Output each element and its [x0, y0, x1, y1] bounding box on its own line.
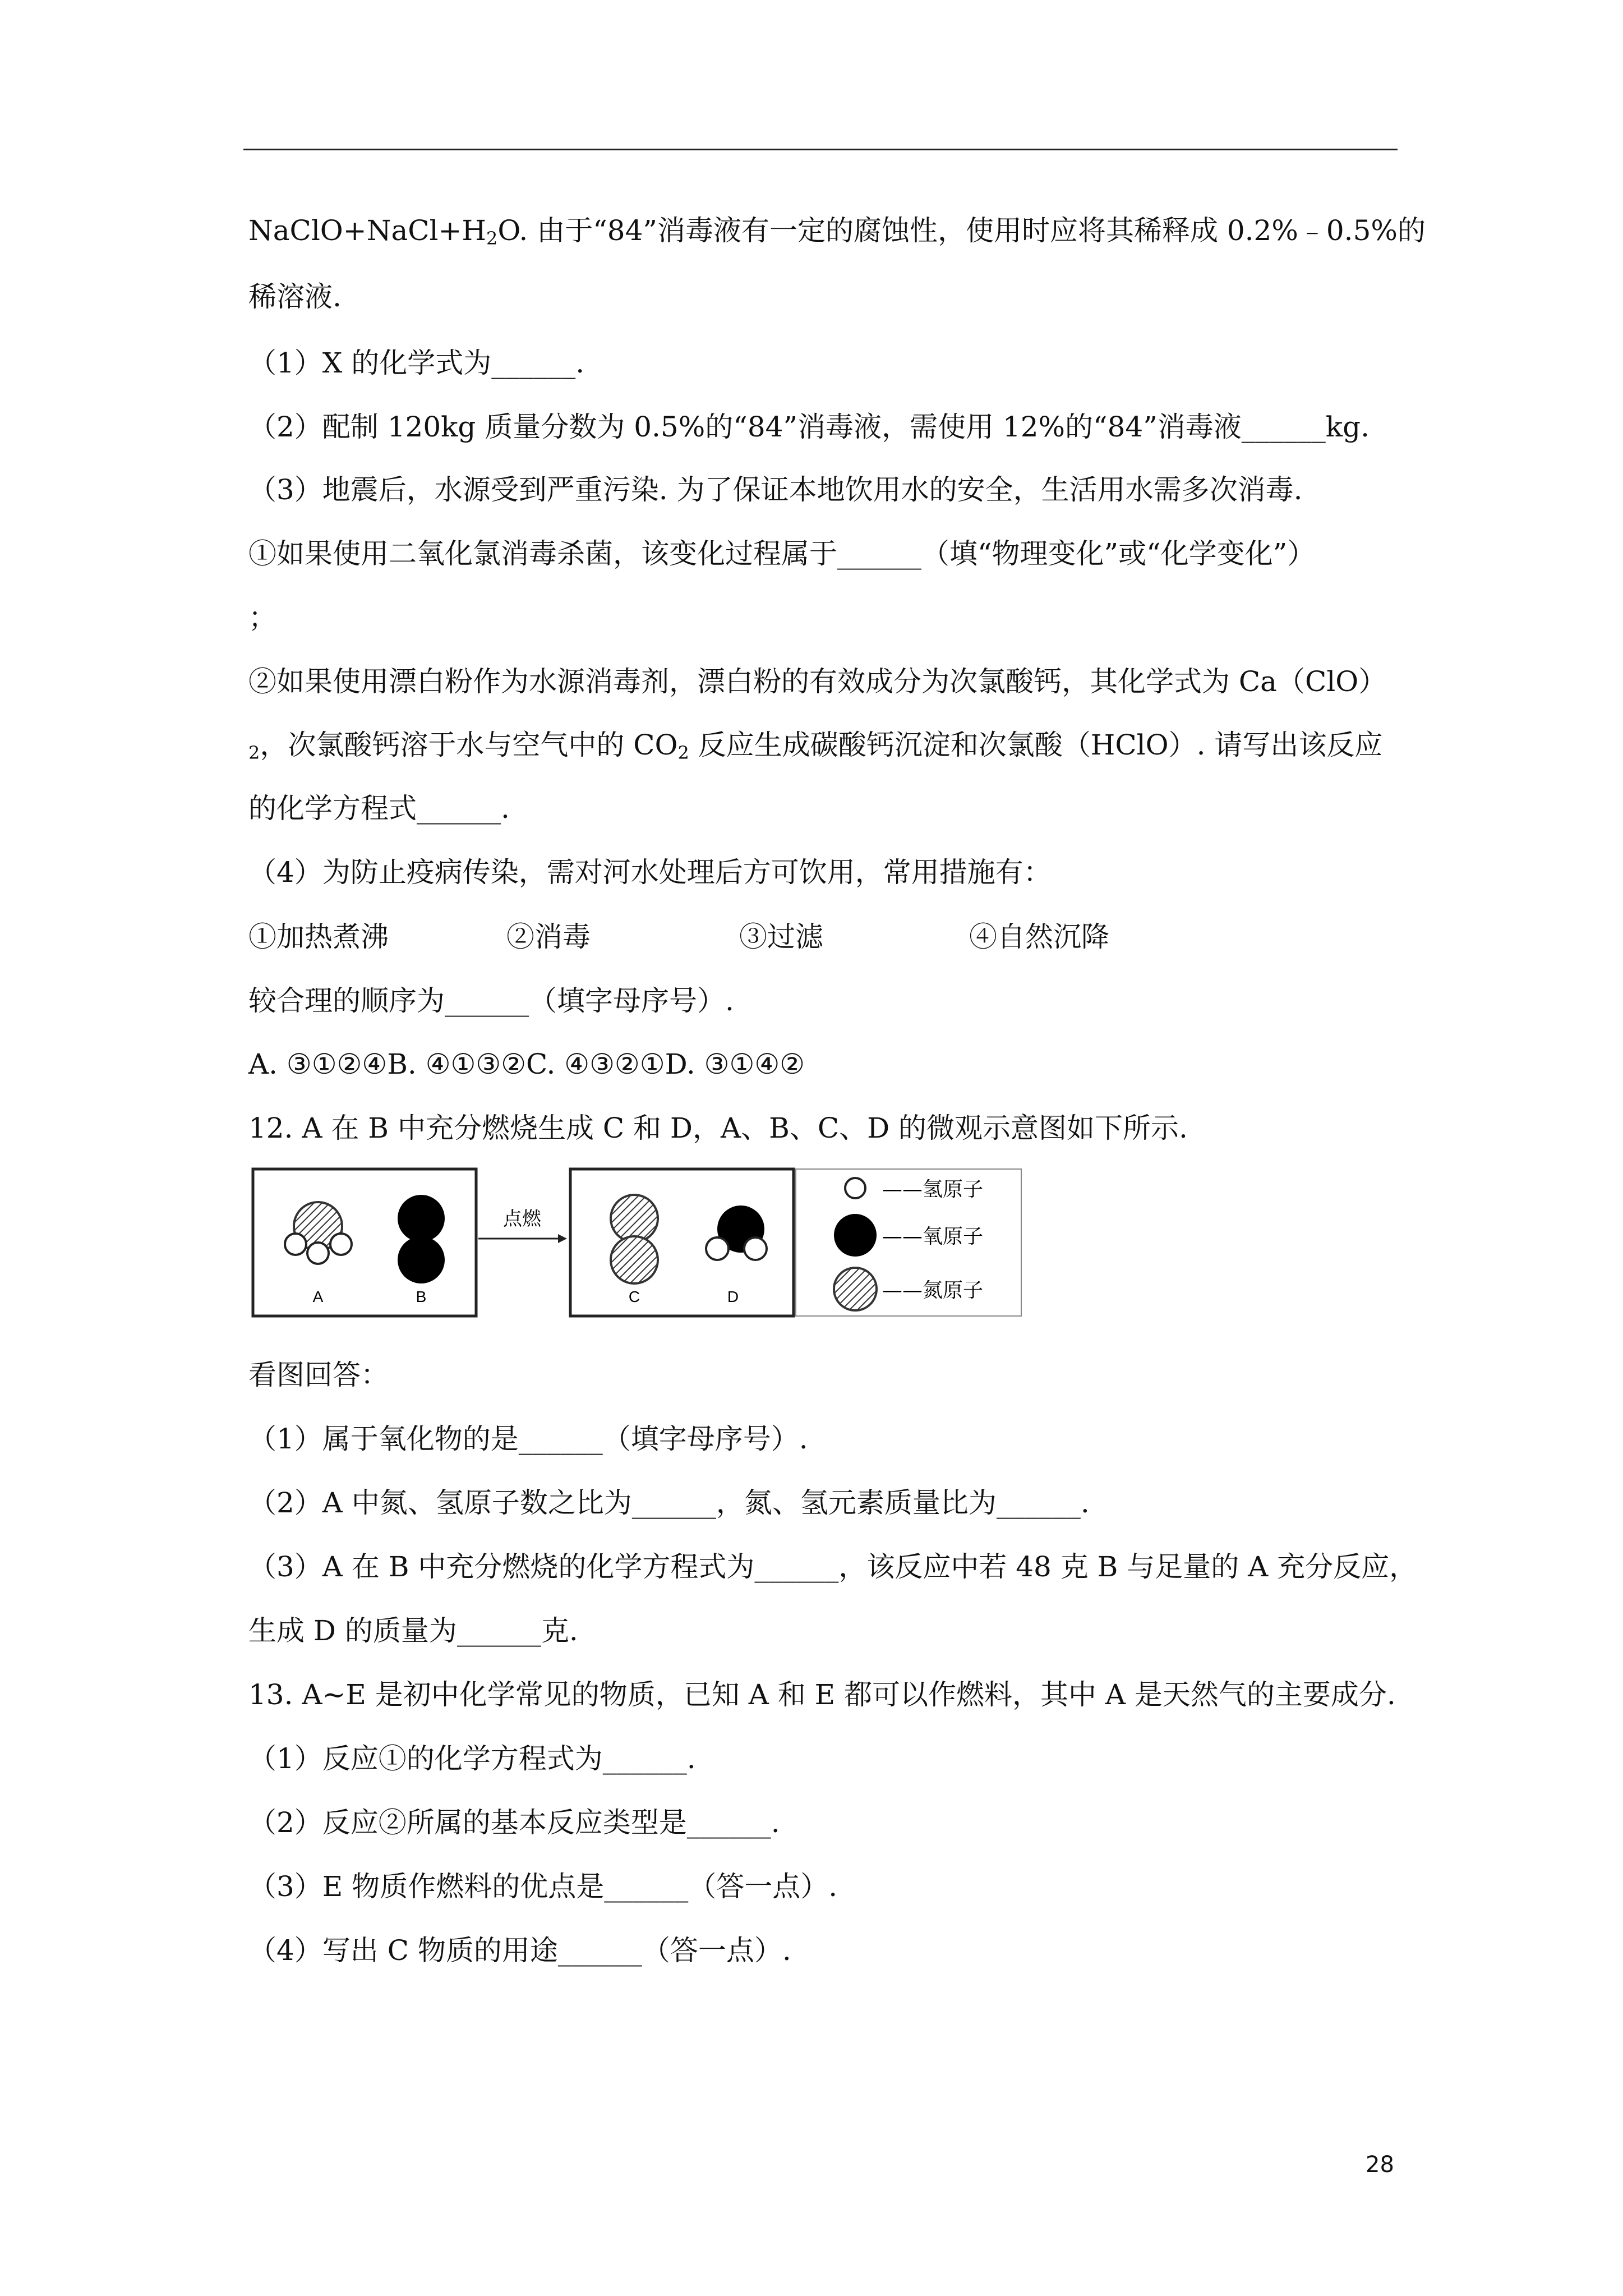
molecule-b	[398, 1195, 445, 1283]
legend	[796, 1169, 1021, 1316]
question-4-choices: A. ③①②④B. ④①③②C. ④③②①D. ③①④②	[248, 1048, 805, 1080]
reaction-arrow	[478, 1234, 567, 1243]
molecule-diagram	[248, 1165, 1026, 1320]
question-13-2: （2）反应②所属的基本反应类型是______.	[248, 1806, 780, 1839]
question-3b-line1: ②如果使用漂白粉作为水源消毒剂，漂白粉的有效成分为次氯酸钙，其化学式为 Ca（ClO）	[248, 665, 1387, 698]
option-2: ②消毒	[506, 921, 591, 953]
label-d: D	[727, 1288, 739, 1305]
question-12-3: （3）A 在 B 中充分燃烧的化学方程式为______，该反应中若 48 克 B 与足量的 A 充分反应，	[248, 1550, 1418, 1583]
header-rule	[243, 149, 1398, 150]
arrow-label: 点燃	[503, 1208, 541, 1230]
text-span: ，次氯酸钙溶于水与空气中的 CO	[260, 729, 678, 761]
molecule-c	[611, 1195, 658, 1283]
label-b: B	[416, 1288, 427, 1305]
question-4: （4）为防止疫病传染，需对河水处理后方可饮用，常用措施有：	[248, 856, 1052, 889]
look-answer: 看图回答：	[248, 1359, 389, 1391]
legend-oxygen: ——氧原子	[882, 1225, 984, 1248]
question-4-order: 较合理的顺序为______（填字母序号）.	[248, 984, 734, 1017]
option-3: ③过滤	[739, 921, 823, 953]
question-13-4: （4）写出 C 物质的用途______（答一点）.	[248, 1934, 791, 1967]
question-3a: ①如果使用二氧化氯消毒杀菌，该变化过程属于______（填“物理变化”或“化学变化”）	[248, 537, 1316, 570]
text-span: NaClO+NaCl+H	[248, 214, 486, 247]
hydrogen-atom-icon	[845, 1178, 865, 1198]
page-number: 28	[1366, 2152, 1394, 2178]
text-line: 稀溶液.	[248, 280, 342, 313]
label-a: A	[312, 1288, 324, 1305]
label-c: C	[628, 1288, 640, 1305]
question-13-3: （3）E 物质作燃料的优点是______（答一点）.	[248, 1870, 838, 1903]
option-1: ①加热煮沸	[248, 921, 389, 953]
legend-hydrogen: ——氢原子	[882, 1178, 984, 1201]
question-3a-end: ；	[248, 601, 276, 634]
subscript: 2	[248, 742, 260, 763]
question-1: （1）X 的化学式为______.	[248, 347, 585, 379]
subscript: 2	[677, 742, 689, 763]
question-12-1: （1）属于氧化物的是______（填字母序号）.	[248, 1423, 808, 1455]
molecule-d	[706, 1205, 767, 1260]
text-line	[248, 214, 1426, 247]
question-12-2: （2）A 中氮、氢原子数之比为______，氮、氢元素质量比为______.	[248, 1487, 1090, 1519]
question-12-3b: 生成 D 的质量为______克.	[248, 1614, 578, 1647]
question-13: 13. A~E 是初中化学常见的物质，已知 A 和 E 都可以作燃料，其中 A 是天然气的主要成分.	[248, 1678, 1396, 1711]
oxygen-atom-icon	[834, 1214, 877, 1257]
option-4: ④自然沉降	[969, 921, 1109, 953]
text-span: O. 由于“84”消毒液有一定的腐蚀性，使用时应将其稀释成 0.2%﹣0.5%的	[497, 214, 1426, 247]
question-3: （3）地震后，水源受到严重污染. 为了保证本地饮用水的安全，生活用水需多次消毒.	[248, 473, 1303, 506]
question-3b-line3: 的化学方程式______.	[248, 792, 510, 825]
question-2: （2）配制 120kg 质量分数为 0.5%的“84”消毒液，需使用 12%的“84”消毒液______kg.	[248, 411, 1370, 443]
subscript: 2	[486, 228, 498, 249]
legend-nitrogen: ——氮原子	[882, 1279, 984, 1302]
question-13-1: （1）反应①的化学方程式为______.	[248, 1742, 696, 1775]
question-12: 12. A 在 B 中充分燃烧生成 C 和 D，A、B、C、D 的微观示意图如下所示.	[248, 1112, 1188, 1144]
nitrogen-atom-icon	[834, 1268, 877, 1310]
question-3b-line2	[248, 728, 1382, 762]
molecule-a	[285, 1202, 352, 1264]
text-span: 反应生成碳酸钙沉淀和次氯酸（HClO）. 请写出该反应	[689, 729, 1383, 761]
